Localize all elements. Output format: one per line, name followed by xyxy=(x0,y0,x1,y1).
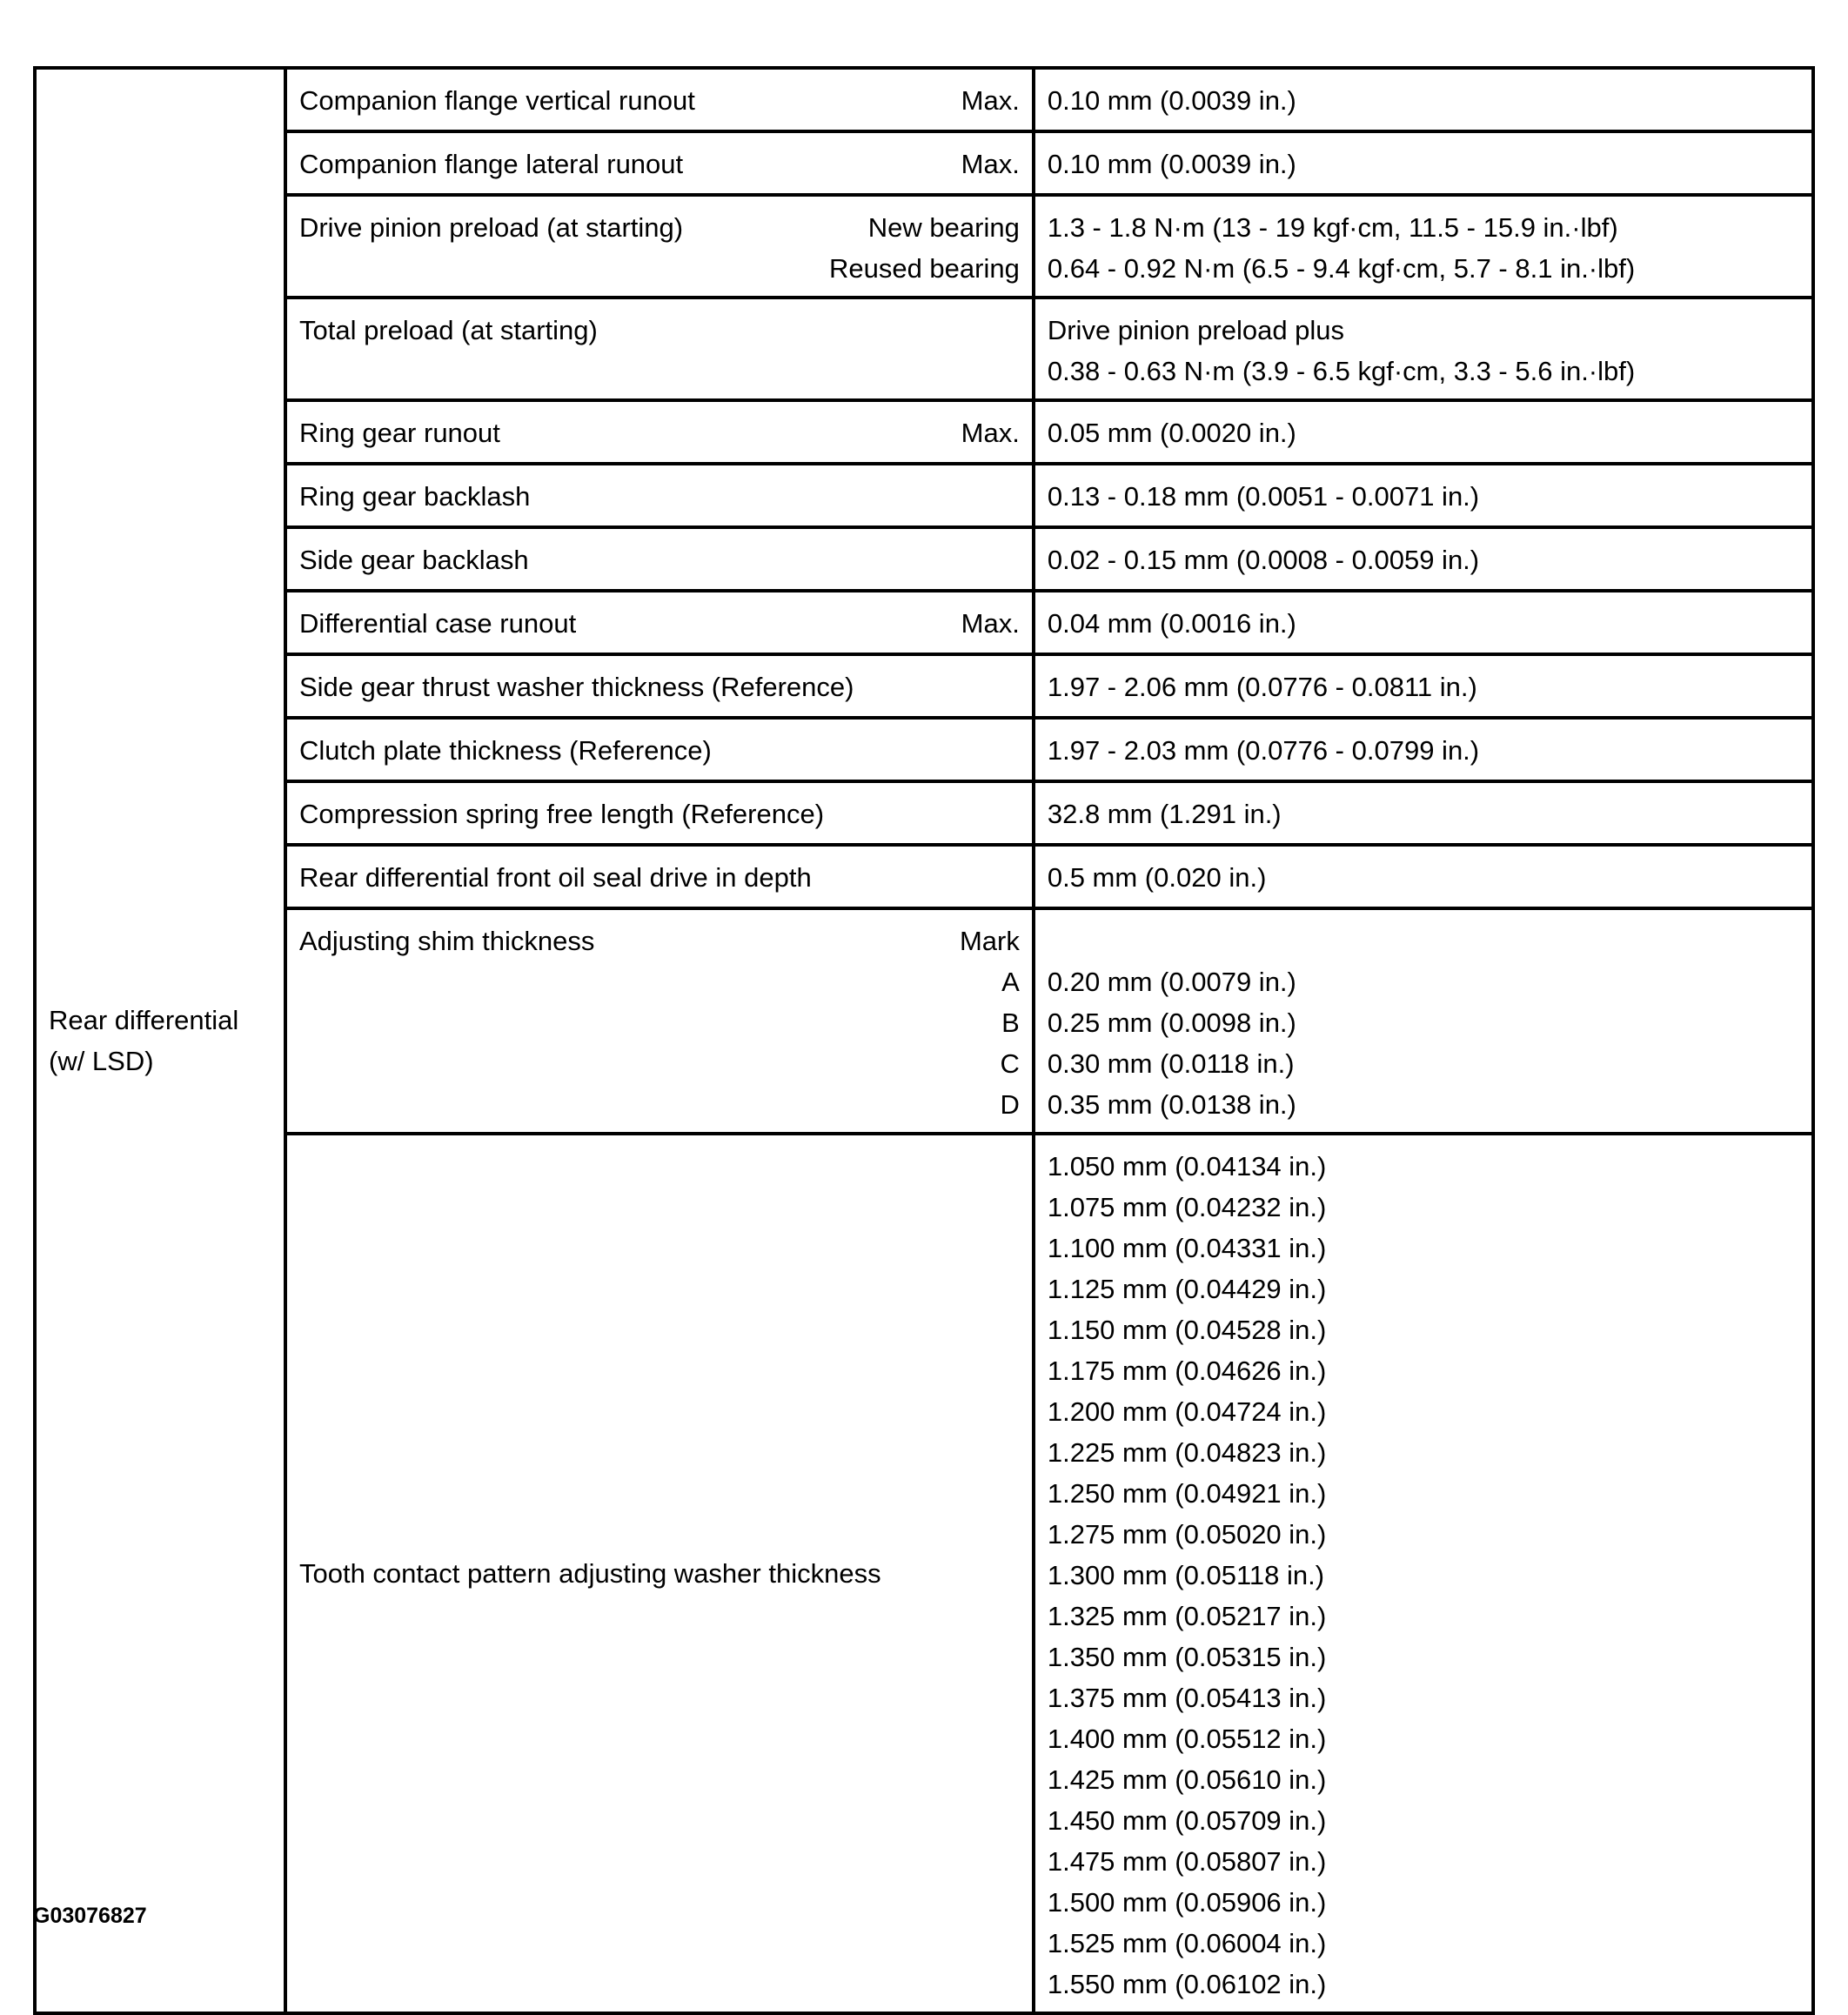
shim-mark: B xyxy=(1001,1008,1020,1038)
table-row xyxy=(35,781,1813,845)
table-row xyxy=(35,400,1813,464)
item-cell xyxy=(285,718,1034,781)
spec-table xyxy=(33,66,1815,2015)
spec-value: Drive pinion preload plus xyxy=(1047,315,1345,345)
spec-value: 0.64 - 0.92 N·m (6.5 - 9.4 kgf·cm, 5.7 - 8.1 in.·lbf) xyxy=(1047,253,1636,284)
value-cell xyxy=(1034,527,1813,591)
value-cell xyxy=(1034,68,1813,131)
item-qualifier: Max. xyxy=(961,85,1020,116)
value-cell xyxy=(1034,1134,1813,2013)
spec-value: 32.8 mm (1.291 in.) xyxy=(1047,799,1282,829)
item-cell xyxy=(285,1134,1034,2013)
washer-thickness-list xyxy=(1035,1135,1811,2012)
item-label: Ring gear runout xyxy=(298,418,500,448)
spec-value: 1.500 mm (0.05906 in.) xyxy=(1047,1887,1327,1918)
item-cell xyxy=(285,298,1034,400)
item-cell xyxy=(285,131,1034,195)
section-label-line2: (w/ LSD) xyxy=(49,1046,154,1076)
spec-value: 1.125 mm (0.04429 in.) xyxy=(1047,1274,1327,1304)
table-row xyxy=(35,195,1813,298)
value-cell xyxy=(1034,131,1813,195)
table-row xyxy=(35,845,1813,908)
spec-value: 1.475 mm (0.05807 in.) xyxy=(1047,1846,1327,1877)
item-qualifier: Max. xyxy=(961,418,1020,448)
table-row xyxy=(35,1134,1813,2013)
spec-value: 0.10 mm (0.0039 in.) xyxy=(1047,149,1296,179)
spec-value: 1.350 mm (0.05315 in.) xyxy=(1047,1642,1327,1672)
item-label: Companion flange lateral runout xyxy=(298,149,684,179)
item-cell xyxy=(285,908,1034,1134)
item-qualifier: Max. xyxy=(961,149,1020,179)
item-label: Companion flange vertical runout xyxy=(298,85,695,116)
table-row xyxy=(35,654,1813,718)
section-label-line1: Rear differential xyxy=(49,1005,239,1035)
spec-value: 0.35 mm (0.0138 in.) xyxy=(1047,1089,1296,1120)
spec-value: 1.400 mm (0.05512 in.) xyxy=(1047,1724,1327,1754)
spec-value: 0.25 mm (0.0098 in.) xyxy=(1047,1008,1296,1038)
spec-value: 0.5 mm (0.020 in.) xyxy=(1047,862,1267,893)
spec-value: 1.425 mm (0.05610 in.) xyxy=(1047,1764,1327,1795)
shim-mark: A xyxy=(1001,967,1020,997)
item-label: Side gear thrust washer thickness (Reference) xyxy=(298,672,854,702)
value-cell xyxy=(1034,591,1813,654)
value-cell xyxy=(1034,298,1813,400)
item-cell xyxy=(285,464,1034,527)
spec-value: 1.97 - 2.06 mm (0.0776 - 0.0811 in.) xyxy=(1047,672,1477,702)
value-cell xyxy=(1034,464,1813,527)
item-qualifier: Max. xyxy=(961,608,1020,639)
item-cell xyxy=(285,527,1034,591)
item-cell xyxy=(285,654,1034,718)
item-cell xyxy=(285,591,1034,654)
spec-value: 1.100 mm (0.04331 in.) xyxy=(1047,1233,1327,1263)
spec-value: 0.20 mm (0.0079 in.) xyxy=(1047,967,1296,997)
spec-value: 0.02 - 0.15 mm (0.0008 - 0.0059 in.) xyxy=(1047,545,1480,575)
item-label: Drive pinion preload (at starting) xyxy=(298,212,684,243)
spec-value: 1.200 mm (0.04724 in.) xyxy=(1047,1396,1327,1427)
item-cell xyxy=(285,845,1034,908)
item-cell xyxy=(285,68,1034,131)
item-label: Differential case runout xyxy=(298,608,577,639)
spec-value: 1.97 - 2.03 mm (0.0776 - 0.0799 in.) xyxy=(1047,735,1480,766)
spec-value: 1.300 mm (0.05118 in.) xyxy=(1047,1560,1325,1590)
value-cell xyxy=(1034,654,1813,718)
spec-value: 1.050 mm (0.04134 in.) xyxy=(1047,1151,1327,1182)
table-row xyxy=(35,464,1813,527)
table-row xyxy=(35,68,1813,131)
value-cell xyxy=(1034,908,1813,1134)
value-cell xyxy=(1034,195,1813,298)
table-row xyxy=(35,298,1813,400)
item-label: Ring gear backlash xyxy=(298,481,531,512)
value-cell xyxy=(1034,400,1813,464)
spec-value: 0.30 mm (0.0118 in.) xyxy=(1047,1048,1295,1079)
item-label: Total preload (at starting) xyxy=(298,315,598,345)
item-qualifier: Mark xyxy=(959,926,1020,956)
item-qualifier: Reused bearing xyxy=(828,253,1020,284)
spec-value: 0.38 - 0.63 N·m (3.9 - 6.5 kgf·cm, 3.3 - 5.6 in.·lbf) xyxy=(1047,356,1636,386)
table-row xyxy=(35,718,1813,781)
spec-value: 1.375 mm (0.05413 in.) xyxy=(1047,1683,1327,1713)
spec-value: 1.525 mm (0.06004 in.) xyxy=(1047,1928,1327,1958)
item-label: Side gear backlash xyxy=(298,545,529,575)
item-label: Rear differential front oil seal drive in depth xyxy=(298,862,812,893)
spec-value: 0.04 mm (0.0016 in.) xyxy=(1047,608,1296,639)
item-cell xyxy=(285,195,1034,298)
spacer-line xyxy=(1048,920,1811,961)
table-row xyxy=(35,131,1813,195)
spec-value: 0.10 mm (0.0039 in.) xyxy=(1047,85,1296,116)
spec-value: 1.550 mm (0.06102 in.) xyxy=(1047,1969,1327,1999)
spec-value: 1.150 mm (0.04528 in.) xyxy=(1047,1315,1327,1345)
spec-value: 1.250 mm (0.04921 in.) xyxy=(1047,1478,1327,1509)
item-label: Tooth contact pattern adjusting washer thickness xyxy=(298,1558,881,1589)
spec-value: 0.05 mm (0.0020 in.) xyxy=(1047,418,1296,448)
shim-mark: D xyxy=(1000,1089,1020,1120)
spec-value: 0.13 - 0.18 mm (0.0051 - 0.0071 in.) xyxy=(1047,481,1480,512)
item-qualifier: New bearing xyxy=(867,212,1020,243)
spec-value: 1.325 mm (0.05217 in.) xyxy=(1047,1601,1327,1631)
table-row xyxy=(35,591,1813,654)
spec-value: 1.275 mm (0.05020 in.) xyxy=(1047,1519,1327,1550)
value-cell xyxy=(1034,781,1813,845)
figure-code: G03076827 xyxy=(33,1904,147,1928)
item-label: Compression spring free length (Reference) xyxy=(298,799,825,829)
item-label: Adjusting shim thickness xyxy=(298,926,595,956)
spec-value: 1.225 mm (0.04823 in.) xyxy=(1047,1437,1327,1468)
item-cell xyxy=(285,781,1034,845)
value-cell xyxy=(1034,718,1813,781)
spec-value: 1.175 mm (0.04626 in.) xyxy=(1047,1356,1327,1386)
item-cell xyxy=(285,400,1034,464)
section-cell xyxy=(35,68,285,2013)
item-label: Clutch plate thickness (Reference) xyxy=(298,735,712,766)
table-row xyxy=(35,527,1813,591)
value-cell xyxy=(1034,845,1813,908)
spec-value: 1.075 mm (0.04232 in.) xyxy=(1047,1192,1327,1222)
shim-mark: C xyxy=(1000,1048,1020,1079)
table-row xyxy=(35,908,1813,1134)
spec-value: 1.3 - 1.8 N·m (13 - 19 kgf·cm, 11.5 - 15.9 in.·lbf) xyxy=(1047,212,1618,243)
spec-value: 1.450 mm (0.05709 in.) xyxy=(1047,1805,1327,1836)
